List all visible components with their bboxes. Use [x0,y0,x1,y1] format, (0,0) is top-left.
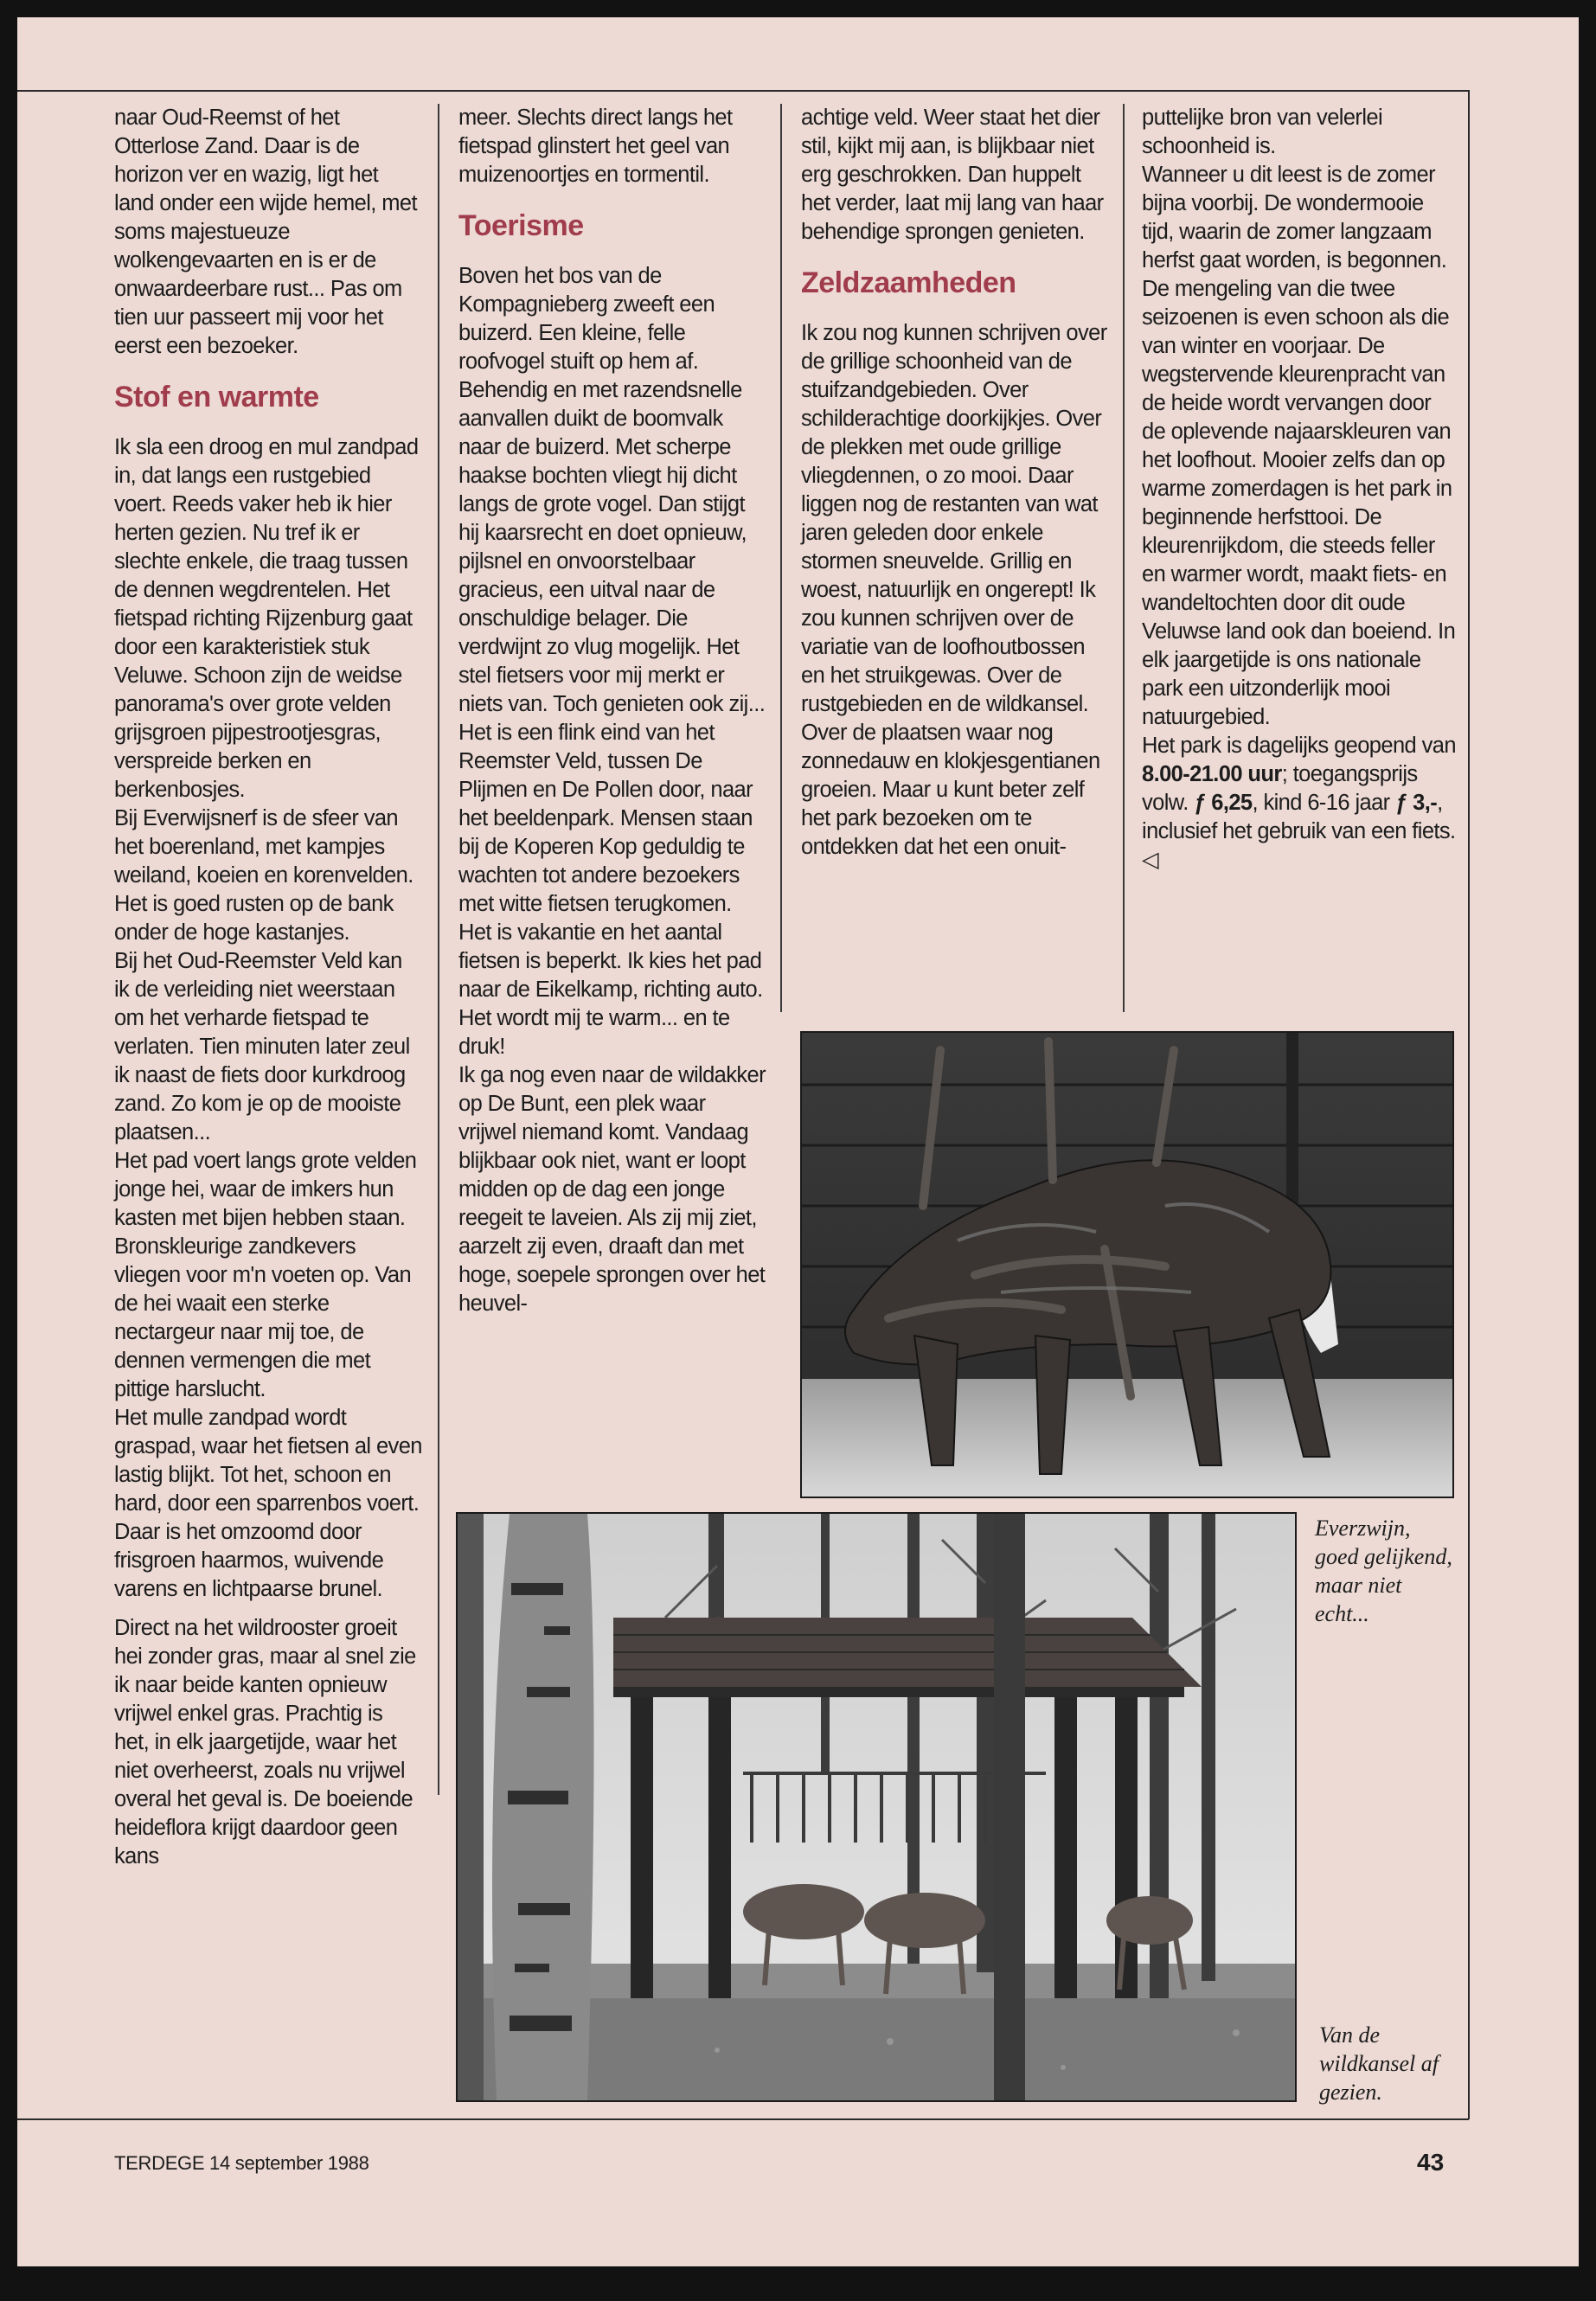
boar-sculpture-photo [800,1031,1454,1498]
text-column-2 [458,104,766,1330]
paragraph: Ik sla een droog en mul zandpad in, dat langs een rustgebied voert. Reeds vaker heb ik hier herten gezien. Nu tref ik er slechte enkele, die traag tussen de dennen wegdrentelen. Het fietspad richting Rijzenburg gaat door een karakteristiek stuk Veluwe. Schoon zijn de weidse panorama's over grote velden grijsgroen pijpestrootjesgras, verspreide berken en berkenbosjes. [114,435,419,802]
paragraph: Het mulle zandpad wordt graspad, waar het fietsen al even lastig blijkt. Tot het, schoon en hard, door een sparrenbos voert. Daar is het omzoomd door frisgroen haarmos, wuivende varens en lichtpaarse brunel. [114,1406,422,1601]
paragraph: achtige veld. Weer staat het dier stil, kijkt mij aan, is blijkbaar niet erg geschrokken. Dan huppelt het verder, laat mij lang van haar behendige sprongen genieten. [801,106,1104,244]
paragraph: Bij Everwijsnerf is de sfeer van het boerenland, met kampjes weiland, koeien en korenvelden. Het is goed rusten op de bank onder de hoge kastanjes. [114,806,413,945]
right-rule [1468,90,1470,2119]
text-column-4 [1142,104,1457,887]
paragraph: Direct na het wildrooster groeit hei zonder gras, maar al snel zie ik naar beide kanten opnieuw vrijwel enkel gras. Prachtig is het, in elk jaargetijde, waar het niet overheerst, zoals nu vrijwel overal het geval is. De boeiende heideflora krijgt daardoor geen kans [114,1616,416,1868]
text-column-1 [114,104,422,1883]
subheading-stof-en-warmte: Stof en warmte [114,381,319,413]
paragraph: Ik zou nog kunnen schrijven over de grillige schoonheid van de stuifzandgebieden. Over schilderachtige doorkijkjes. Over de plekken met oude grillige vliegdennen, o zo mooi. Daar liggen nog de restanten van wat jaren geleden door enkele stormen sneuvelde. Grillig en woest, natuurlijk en ongerept! Ik zou kunnen schrijven over de variatie van de loofhoutbossen en het struikgewas. Over de rustgebieden en de wildkansel. Over de plaatsen waar nog zonnedauw en klokjesgentianen groeien. Maar u kunt beter zelf het park bezoeken om te ontdekken dat het een onuit- [801,321,1107,859]
child-price: ƒ 3,- [1395,791,1438,815]
paragraph: meer. Slechts direct langs het fietspad glinstert het geel van muizenoortjes en tormentil. [458,106,733,187]
footer-publication: TERDEGE 14 september 1988 [114,2152,369,2174]
subheading-zeldzaamheden: Zeldzaamheden [801,266,1016,299]
paragraph: Bij het Oud-Reemster Veld kan ik de verleiding niet weerstaan om het verharde fietspad te verlaten. Tien minuten later zeul ik naast de fiets door kurkdroog zand. Zo kom je op de mooiste plaatsen... [114,949,410,1144]
subheading-toerisme: Toerisme [458,209,584,242]
price-text: ; toegangsprijs volw. [1142,762,1418,815]
paragraph: Het pad voert langs grote velden jonge hei, waar de imkers hun kasten met bijen hebben staan. Bronskleurige zandkevers vliegen voor m'n voeten op. Van de hei waait een sterke nectargeur naar mij toe, de dennen vermengen die met pittige harslucht. [114,1149,417,1401]
paragraph: Wanneer u dit leest is de zomer bijna voorbij. De wondermooie tijd, waarin de zomer langzaam herfst gaat worden, is begonnen. De mengeling van die twee seizoenen is even schoon als die van winter en voorjaar. De wegstervende kleurenpracht van de heide wordt vervangen door de oplevende najaarskleuren van het loofhout. Mooier zelfs dan op warme zomerdagen is het park in beginnende herfsttooi. De kleurenrijkdom, die steeds feller en warmer wordt, maakt fiets- en wandeltochten door dit oude Veluwse land ook dan boeiend. In elk jaargetijde is ons nationale park een uitzonderlijk mooi natuurgebied. [1142,163,1456,729]
page-number: 43 [1417,2149,1445,2176]
paragraph: puttelijke bron van velerlei schoonheid is. [1142,106,1383,158]
paragraph: Ik ga nog even naar de wildakker op De Bunt, een plek waar vrijwel niemand komt. Vandaag blijkbaar ook niet, want er loopt midden op de dag een jonge reegeit te laveien. Als zij mij ziet, aarzelt zij even, draaft dan met hoge, soepele sprongen over het heuvel- [458,1063,766,1316]
opening-text: Het park is dagelijks geopend van [1142,734,1456,758]
wildkansel-photo [456,1512,1297,2102]
column-separator [438,104,439,1795]
opening-hours: 8.00-21.00 uur [1142,762,1282,786]
bottom-rule [17,2118,1469,2120]
price-text: , kind 6-16 jaar [1252,791,1396,815]
paragraph: Het is een flink eind van het Reemster Veld, tussen De Plijmen en De Pollen door, naar het beeldenpark. Mensen staan bij de Koperen Kop geduldig te wachten tot andere bezoekers met witte fietsen terugkomen. Het is vakantie en het aantal fietsen is beperkt. Ik kies het pad naar de Eikelkamp, richting auto. Het wordt mij te warm... en te druk! [458,721,763,1059]
kansel-caption: Van de wildkansel af gezien. [1319,2022,1439,2105]
boar-caption: Everzwijn, goed gelijkend, maar niet echt... [1315,1516,1452,1626]
column-separator [1123,104,1125,1012]
text-column-3 [801,104,1109,874]
top-rule [17,90,1469,92]
price-text: , inclusief het gebruik van een fiets. ◁ [1142,791,1456,872]
paragraph: naar Oud-Reemst of het Otterlose Zand. Daar is de horizon ver en wazig, ligt het land onder een wijde hemel, met soms majestueuze wolkengevaarten en is er de onwaardeerbare rust... Pas om tien uur passeert mij voor het eerst een bezoeker. [114,106,417,358]
column-separator [780,104,782,1012]
opening-info-paragraph [1142,732,1457,875]
adult-price: ƒ 6,25 [1194,791,1253,815]
paragraph: Boven het bos van de Kompagnieberg zweeft een buizerd. Een kleine, felle roofvogel stuift op hem af. Behendig en met razendsnelle aanvallen duikt de boomvalk naar de buizerd. Met scherpe haakse bochten vliegt hij dicht langs de grote vogel. Dan stijgt hij kaarsrecht en doet opnieuw, pijlsnel en onvoorstelbaar gracieus, een uitval naar de onschuldige belager. Die verdwijnt zo vlug mogelijk. Het stel fietsers voor mij merkt er niets van. Toch genieten ook zij... [458,264,766,716]
